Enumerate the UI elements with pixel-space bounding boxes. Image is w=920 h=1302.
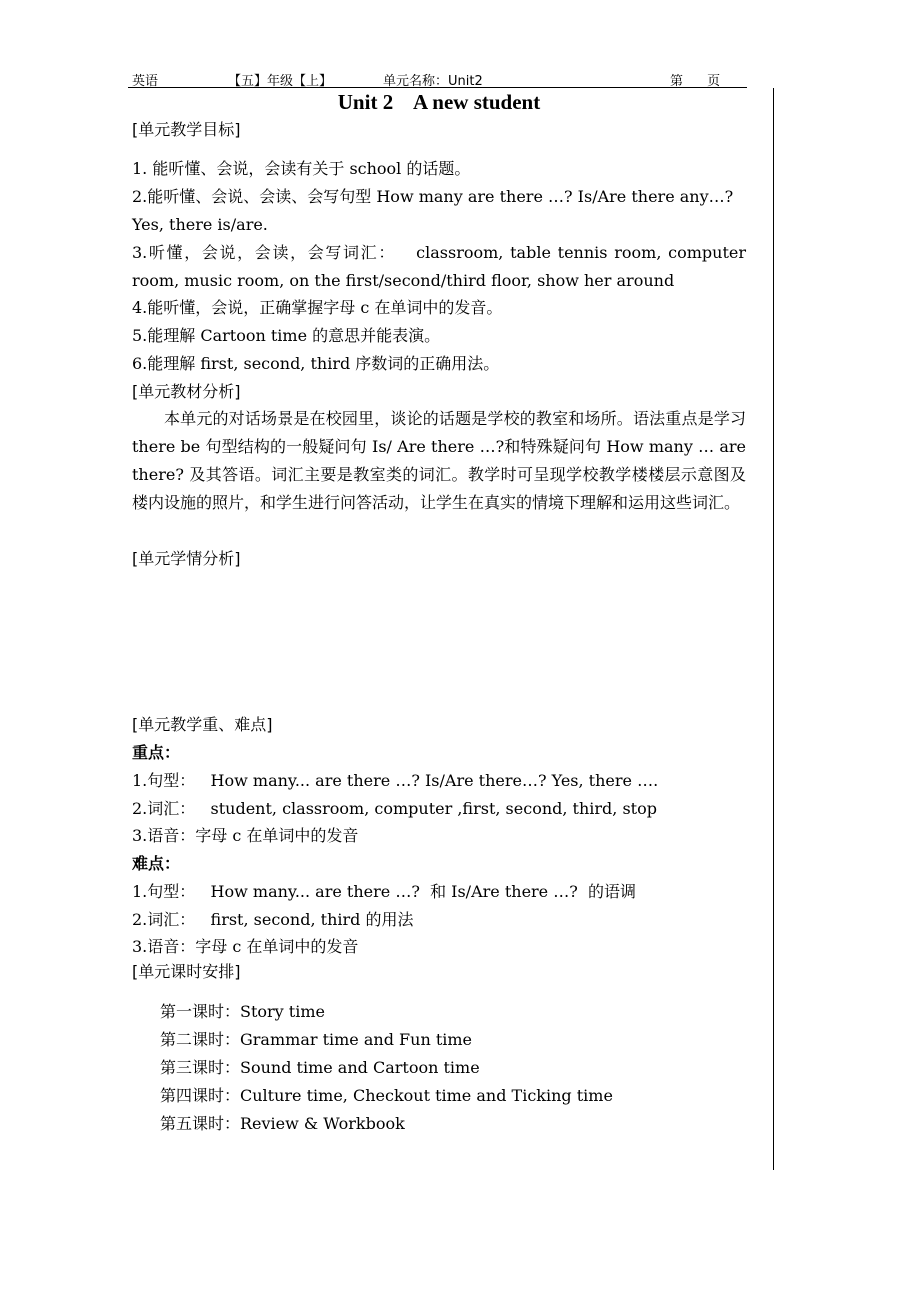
focus-line: 3.语音：字母 c 在单词中的发音: [132, 826, 359, 845]
header-grade: 【五】年级【上】: [228, 74, 333, 89]
schedule-item: 第一课时：Story time: [160, 1002, 325, 1021]
difficulty-label: 难点：: [132, 854, 181, 873]
keypoints-heading: [单元教学重、难点]: [132, 715, 273, 734]
header-page-label: 第 页: [670, 74, 721, 89]
goal-line: 3.听懂，会说，会读，会写词汇： classroom, table tennis room, computer: [132, 243, 746, 262]
material-heading: [单元教材分析]: [132, 382, 241, 401]
header-rule: [128, 87, 747, 88]
goal-line: room, music room, on the first/second/third floor, show her around: [132, 271, 675, 290]
goal-line: 5.能理解 Cartoon time 的意思并能表演。: [132, 326, 441, 345]
learner-heading: [单元学情分析]: [132, 549, 241, 568]
focus-line: 2.词汇： student, classroom, computer ,first, second, third, stop: [132, 799, 657, 818]
goals-heading: [单元教学目标]: [132, 120, 241, 139]
schedule-item: 第五课时：Review & Workbook: [160, 1114, 405, 1133]
right-margin-rule: [773, 88, 774, 1170]
schedule-item: 第二课时：Grammar time and Fun time: [160, 1030, 473, 1049]
focus-label: 重点：: [132, 743, 181, 762]
goal-line: 2.能听懂、会说、会读、会写句型 How many are there …? Is/Are there any…?: [132, 187, 734, 206]
schedule-item: 第四课时：Culture time, Checkout time and Ticking time: [160, 1086, 613, 1105]
goal-line: 4.能听懂，会说，正确掌握字母 c 在单词中的发音。: [132, 298, 503, 317]
material-paragraph: 本单元的对话场景是在校园里，谈论的话题是学校的教室和场所。语法重点是学习 there be 句型结构的一般疑问句 Is/ Are there …?和特殊疑问句 How many … are there? 及其答语。词汇主要是教室类的词汇。教学时可呈现学校教学楼楼层示意图及楼内设施的照片，和学生进行问答活动，让学生在真实的情境下理解和运用这些词汇。: [132, 409, 746, 512]
difficulty-line: 2.词汇： first, second, third 的用法: [132, 910, 414, 929]
goal-line: 6.能理解 first, second, third 序数词的正确用法。: [132, 354, 500, 373]
header-subject: 英语: [132, 74, 159, 89]
difficulty-line: 1.句型： How many... are there …? 和 Is/Are there …? 的语调: [132, 882, 636, 901]
page-title: Unit 2 A new student: [337, 90, 541, 114]
difficulty-line: 3.语音：字母 c 在单词中的发音: [132, 937, 359, 956]
schedule-item: 第三课时：Sound time and Cartoon time: [160, 1058, 480, 1077]
schedule-heading: [单元课时安排]: [132, 962, 241, 981]
goal-line: Yes, there is/are.: [132, 215, 268, 234]
focus-line: 1.句型： How many... are there …? Is/Are there…? Yes, there ….: [132, 771, 659, 790]
goal-line: 1. 能听懂、会说，会读有关于 school 的话题。: [132, 159, 471, 178]
header-unit-name: 单元名称：Unit2: [383, 74, 483, 89]
